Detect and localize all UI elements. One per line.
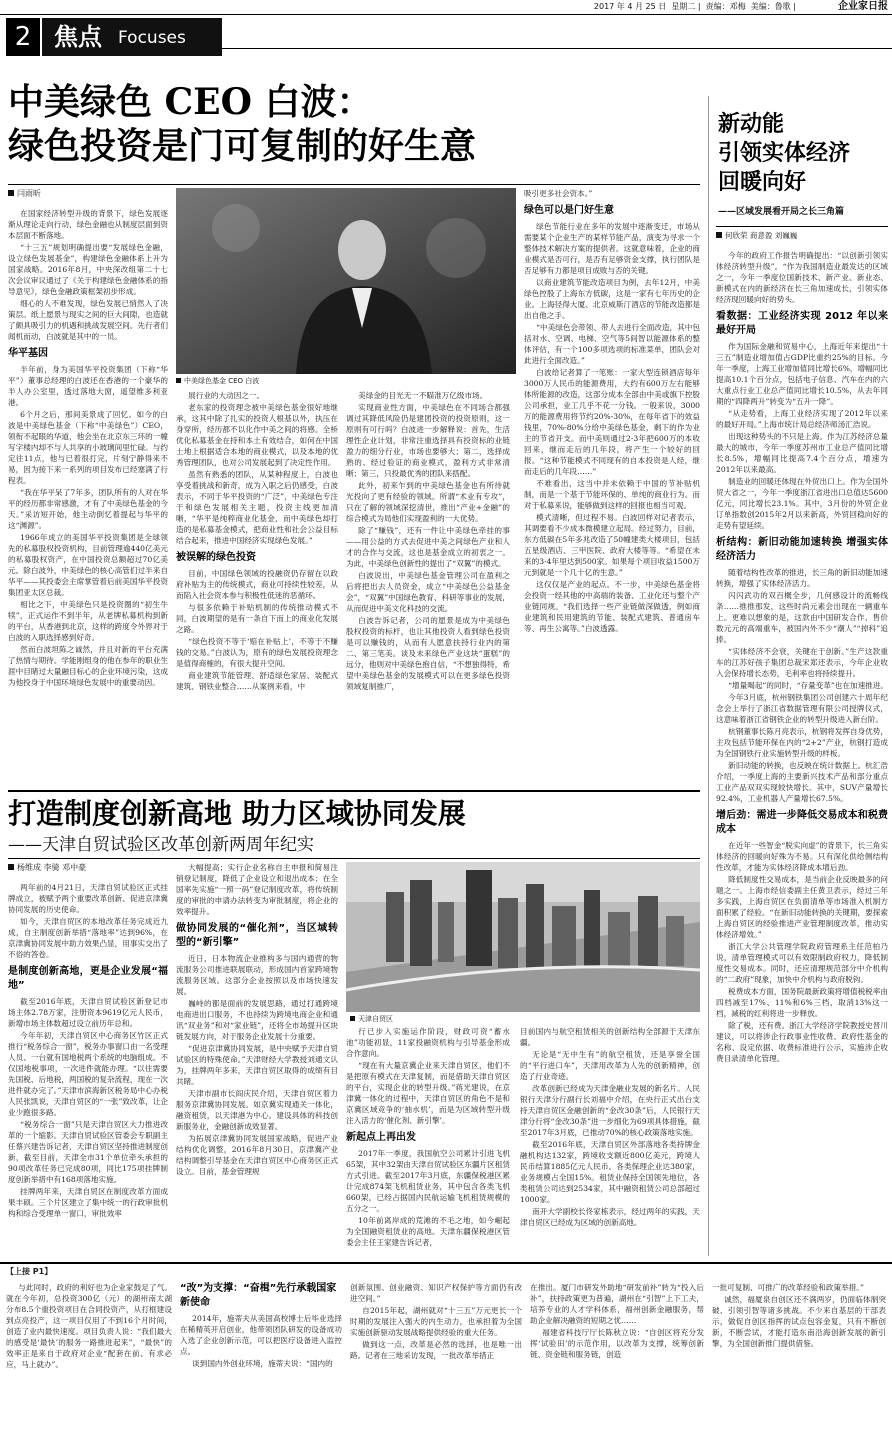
byline-square-icon xyxy=(8,190,14,196)
paragraph: 商业建筑节能管理、舒适绿色家居、装配式建筑、钢铁业整合……从案例来看，中 xyxy=(176,671,338,691)
paragraph: 制造业的回暖还体现在外贸出口上。作为全国外贸大省之一，今年一季度浙江省进出口总值达5600亿元，同比增长23.1%。其中，3月份的外贸企业订单指数创2015年2月以来新高，外贸回稳向好的走势有望延续。 xyxy=(716,477,888,530)
paragraph: “从走势看，上海工业经济实现了2012年以来的最好开局。”上海市统计局总经济师汤汇浩说。 xyxy=(716,409,888,429)
editor-credit: 责编：邓梅 xyxy=(705,2,746,11)
article1-photo xyxy=(176,188,516,374)
paragraph: 2017年一季度，我国航空公司累计引进飞机65架，其中32架由天津自贸试验区东疆片区租赁方式引进。截至2017年3月底，东疆保税港区累计完成874架飞机租赁业务，其中包含各类飞机660架，已经占据国内民航运输飞机租赁规模的五分之一。 xyxy=(346,1149,510,1213)
sidebar-divider xyxy=(708,96,709,1256)
bottom-col2 xyxy=(180,1282,342,1432)
banner-rule xyxy=(222,48,892,49)
article1-col1 xyxy=(8,208,168,788)
paragraph: “十三五”规划明确提出要“发展绿色金融，设立绿色发展基金”，构建绿色金融体系上升为国家战略。2016年8月，中央深改组第二十七次会议审议通过了《关于构建绿色金融体系的指导意见》，绿色金融政策框架初步形成。 xyxy=(8,243,168,296)
paragraph: “绿色投资不等于‘赔在补贴上’，不等于不赚钱的交易。”白波认为，原有的绿色发展投资理念是值得商榷的，有很大提升空间。 xyxy=(176,637,338,668)
paragraph: 做到这一点，改革是必然的选择，也是唯一出路。记者在三地采访发现，一批改革举措正 xyxy=(350,1340,522,1360)
article1-col4 xyxy=(524,188,700,786)
sidebar-subhead-3: 增后劲：需进一步降低交易成本和税费成本 xyxy=(716,810,888,835)
paragraph: 新旧动能的转换，也反映在统计数据上。杭汇浩介绍，一季度上海的主要新兴技术产品和部分重点工业产品双双实现较快增长。其中，SUV产量增长92.4%，工业机器人产量增长67.5%。 xyxy=(716,761,888,803)
paragraph: 2014年，施蒂夫从美国高校博士后毕业选择在稀精英开启创业，他带领团队研发的设备成功入选了企业创新示范，可以把医疗设备进入监控点。 xyxy=(180,1314,342,1356)
article1-subhead-1: 华平基因 xyxy=(8,348,48,359)
paragraph: 税费成本方面，国务院最新政策将增值税税率由四档减至17%、11%和6%三档，取消13%这一档，减税的红利将进一步释放。 xyxy=(716,987,888,1018)
sidebar-body xyxy=(716,250,888,1254)
paragraph: 在近年一些智金“脱实向虚”的背景下，长三角实体经济的回暖向好殊为不易。只有深化供给侧结构性改革，才能为实体经济降成本增后劲。 xyxy=(716,841,888,872)
paragraph: 闪闪武功的双百概全步，几何感设计的流畅线条……推推那发，这些时尚元素会出现在一辆重车上。更难以想象的是，这款由中国研发合作、售价数元元的高端重车，被国内外不少“潮人”“掉科”追捧。 xyxy=(716,591,888,644)
paragraph: “税务综合一窗”只是天津自贸区大力推进改革的一个缩影。天津自贸试验区管委会专职副主任蔡兴建告诉记者，天津自贸区坚持推进制度创新，截至目前，天津全市31个单位牵头承担的90项改革任务已完成80项，同比175项挂牌制度创新举措中有168项落地实施。 xyxy=(8,1120,168,1184)
bottom-subhead: “改”为支撑：“奋楫”先行承载国家新使命 xyxy=(180,1283,337,1308)
article2-col4 xyxy=(520,1026,700,1258)
sidebar-subtitle: ——区域发展看开局之长三角篇 xyxy=(718,207,845,217)
paragraph: 白波告诉记者，公司的愿景是成为中美绿色股权投资的标杆，也让其他投资人看到绿色投资是可以赚钱的，从而有人愿意扶持行业内的第二、第三笔美。谈及未来绿色产业这块“蛋糕”的远分，他则对中美绿色抱自信，“不想独得特，希望中美绿色基金的发展模式可以在更多绿色投资领域复制推广， xyxy=(346,616,510,691)
paragraph: 白波给记者算了一笔账：一家大型连锁酒店每年3000万人民币的能源费用，大约有600万左右能够体所能源的改造，这部分成本全部由中美或旗下控股公司承担，业工几乎不花一分钱。一般来说，3000万的能源费用将节约20%-30%，在每年省下的效益钱里，70%-80%分给中美绿色基金，剩下的作为业主的节省开支。而中美则通过2-3年把600万的本收回来，继而走后的几年段，将产生一个较好的回报。“这种节能模式不同现有的自本投资是人经，继而走后的几年段……” xyxy=(524,368,700,476)
page-number-box xyxy=(6,18,40,56)
continuation-rule xyxy=(0,1262,892,1264)
paragraph: 天津市副市长阎庆民介绍，天津自贸区着力服务京津冀协同发展。如京冀实现通关一体化，融资租赁，以天津港为中心。建设具体的科技创新服务业，金融创新成效显著。 xyxy=(176,1089,338,1131)
byline-square-icon xyxy=(8,864,14,870)
masthead-strip: 2017 年 4 月 25 日 星期二 | 责编：邓梅 美编：鲁歌 | 企业家日报 xyxy=(0,0,892,15)
paragraph: 创新氛围、创业融资、知识产权保护等方面仍有改进空间。” xyxy=(350,1283,522,1303)
paragraph: 6个月之后，那间美景成了回忆。如今的白波是中美绿色基金（下称“中美绿色”）CEO，领衔不起眼的华道，他会坐在北京东三环的一幢写字楼内却不与人共享的小玻璃间里忙碌。与约定往11点，他与已着很打完，片刻宁静得来不易，因为接下来一系列的项目发布已经塞满了行程表。 xyxy=(8,410,168,485)
article2-subhead-3: 新起点上再出发 xyxy=(346,1132,416,1143)
sidebar-rule xyxy=(716,226,888,227)
paragraph: 吸引更多社会资本。” xyxy=(524,189,593,198)
paragraph: 实现商业性方面，中美绿色在不同场合都强调过其降低风险仍是建团投资的投资原则，这一原则有可行吗？白波进一步解释说：首先，生活理性企业计划，非常注重选择具有投资标的业链盈力的细分行业，市场也要够大；第二，选择成熟的、经过验证的商业模式，盈利方式非常清晰；第三，只投最优秀的团队来搭配。 xyxy=(346,403,510,478)
paragraph: 今年3月底，杭州钢铁集团公司创建六十周年纪念会上举行了浙江省数据管理有限公司授牌仪式，这意味着浙江省钢铁企业的转型升级进入新台阶。 xyxy=(716,693,888,724)
paragraph: “实体经济不会衰，关键在于创新。”生产这款重车的江苏好孩子集团总裁宋郑还表示，今年企业收入会保持增长态势，毛利率也将持续提升。 xyxy=(716,647,888,678)
article2-photo-caption: 天津自贸区 xyxy=(350,1014,393,1024)
article1-photo-caption: 中美绿色基金 CEO 白波 xyxy=(176,376,259,386)
paragraph: 浙江大学公共管理学院政府管理系主任范柏乃说，清单管理模式可以有效限制政府权力，降低制度性交易成本。同时，还应清理规范部分中介机构的“二政府”现象，加快中介机构与政府脱钩。 xyxy=(716,942,888,984)
paragraph: 目前，中国绿色领域的投融资仍存留在以政府补贴为主的传统模式，商业可持续性较差，从而陷入社会资本参与积极性低迷的恶循环。 xyxy=(176,569,338,600)
article2-photo xyxy=(346,862,700,1012)
issue-weekday: 星期二 xyxy=(671,2,696,11)
article1-col2 xyxy=(176,390,338,786)
paper-name: 企业家日报 xyxy=(838,1,888,12)
paragraph: 福建省科技厅厅长陈秋立说：“自创区将充分发挥‘试验田’的示范作用，以改革为支撑，统筹创新链、资金链和服务链，创造 xyxy=(530,1328,704,1359)
ceo-portrait-image xyxy=(176,188,516,374)
paragraph: 杭钢董事长陈月亮表示，杭钢将发挥自身优势，主攻包括节能环保在内的“2+2”产业，杭钢打造成为全国钢铁行业实施转型升级的样板。 xyxy=(716,727,888,758)
paragraph: 10年前离岸成的荒滩的不毛之地，如今崛起为全国融资租赁业的高地。天津东疆保税港区管委会主任王家建告诉记者， xyxy=(346,1216,510,1247)
paragraph: 此外，初来乍到的中美绿色基金也有所待就光投向了更有经验的领域。所谓“术业有专攻”，只在了解的领域深挖清世，推出“产业+金融”的综合模式为局他们实现盈利的一大优势。 xyxy=(346,481,510,523)
paragraph: 无论是“无中生有”的航空租赁，还是享誉全国的“平行进口车”，天津用改革为人先的创新精神，创造了行业奇迹。 xyxy=(520,1050,700,1081)
paragraph: 自2015年起，湖州就对“十三五”万元更长一个时期的发展注入强大的内生动力，也承担着为全国实施创新驱动发展战略提供经验的重大任务。 xyxy=(350,1306,522,1337)
paragraph: 白波说出，中美绿色基金管理公司在盈利之后将把出去人员资金，成立“中美绿色公益基金会”，“双翼”中国绿色教育、科研等事业的发展，从而促进中美文化科技的交流。 xyxy=(346,571,510,613)
paragraph: 在国家经济转型升级的背景下，绿色发展逐渐从理论走向行动，绿色金融也从制度层面到资本层面不断落地。 xyxy=(8,209,168,240)
paragraph: 与很多依赖于补贴机制的传统推动模式不同，白波期望的是有一条自下而上的商业化发展之路。 xyxy=(176,603,338,634)
paragraph: 半年前，身为美国华平投资集团（下称“华平”）董事总经理的白波还在香港的一个豪华的半人办公室里，透过落地大窗，遥望维多利亚港。 xyxy=(8,365,168,407)
article2-top-rule xyxy=(8,790,700,792)
article1-title-line2: 绿色投资是门可复制的好生意 xyxy=(8,125,477,167)
paragraph: 为拓展京津冀协同发展国家战略，促进产业结构优化调整，2016年8月30日，京津冀产业结构调整引导基金在天津自贸区中心商务区正式设立。目前，基金管理规 xyxy=(176,1134,338,1176)
paragraph: “中美绿色会带领、带人去进行全面改造，其中包括对水、空调、电梯、空气等5间智以能源体系的整体评估，有一个100多项选项的标准菜单，团队会对此进行全面改造。” xyxy=(524,323,700,365)
paragraph: “现在有大量京冀企业来天津自贸区，他们不是把原有模式在天津复制，而是借助天津自贸区的平台，实现企业的转型升级。”蒋光建说，在京津冀一体化的过程中，天津自贸区的角色不是和京冀区域竞争的‘抽水机’，而是为区域转型升级注入活力的‘催化剂、新引擎’。 xyxy=(346,1061,510,1125)
paragraph: 如今，天津自贸区的本地改革任务完成近九成，自主制度创新举措“落地率”达到96%，在京津冀协同发展中助力效果凸显，用事实交出了不俗的答卷。 xyxy=(8,917,168,959)
paragraph: 截至2016年底，天津自贸区外部落地各类持牌金融机构达132家，跨境收支额近800亿美元，跨境人民币结算1885亿元人民币。各类保理企业达380家，业务规模占全国15%。租赁业保持全国领先地位，各类租赁公司达到2534家，其中融资租赁公司总部超过1000家。 xyxy=(520,1140,700,1204)
sidebar-subhead-1: 看数据：工业经济实现 2012 年以来最好开局 xyxy=(716,311,888,336)
paragraph: 随着结构性改革的推进，长三角的新旧动能加速转换，增强了实体经济活力。 xyxy=(716,568,888,588)
paragraph: 挂牌两年来，天津自贸区在制度改革方面成果丰硕。三个片区建立了集中统一的行政审批机构和综合受理单一窗口，审批效率 xyxy=(8,1187,168,1218)
paragraph: 近日，日本物流企业推构多与国内通营的物流服务公司推进联展联动，形成国内首家跨境物流服务区域。这部分企业按照以及市场快速发展。 xyxy=(176,954,338,996)
article1-col3 xyxy=(346,390,510,786)
article2-title: 打造制度创新高地 助力区域协同发展 xyxy=(8,797,466,830)
paragraph: 两年前的4月21日，天津自贸试验区正式挂牌成立，被赋予两个重要改革创新、促进京津冀协同发展的历史使命。 xyxy=(8,883,168,914)
page-number: 2 xyxy=(14,22,32,52)
paragraph: 诚然，福厦泉自创区还不满两岁，仍面临体制突破、引领引智等诸多挑战。不少来自基层的干部表示，做促自创区指挥的试点包容金复，只有不断创新，不断尝试，才能打造东南沿海创新发展的新引擎，为全国创新推门提供借鉴。 xyxy=(712,1295,886,1348)
paragraph: 降低制度性交易成本，是当前企业反映最多的问题之一。上海市经信委副主任黄卫表示，经过三年多实践，上海自贸区在负面清单等市场准入机制方面积累了经验。“在新旧动能转换的关键期，要探索上海自贸区的经验推进产业管理制度改革，推动实体经济增效。” xyxy=(716,875,888,939)
article2-subhead-1: 是制度创新高地，更是企业发展“福地” xyxy=(8,966,168,991)
section-title-box xyxy=(42,18,222,56)
paragraph: 大幅提高；实行企业名称自主申报和简易注销登记制度，降低了企业设立和退出成本；在全国率先实施“一照一码”登记制度改革，将传统制度的审批的申请办法转变为审批制度，将企业的效率提升。 xyxy=(176,863,338,916)
article1-title-line1: 中美绿色 CEO 白波： xyxy=(8,81,373,123)
paragraph: 作为国际金融和贸易中心，上海近年来提出“十三五”制造业增加值占GDP比重约25%的目标。今年一季度，上海工业增加值同比增长6%，增幅同比提高10.1个百分点，包括电子信息、汽车在内的六大重点行业工业总产值同比增长10.5%，从去年同期的“四降两升”转变为“五升一降”。 xyxy=(716,342,888,406)
paragraph: 相比之下，中美绿色只是投资圈的“初生牛犊”，正式运作不到半年，从老牌私募机构到新的平台，从香港到北京，这样的跨度令外界对于白波的入职选择感到好奇。 xyxy=(8,600,168,642)
article2-subtitle: ——天津自贸试验区改革创新两周年纪实 xyxy=(8,835,314,855)
sidebar-subhead-2: 析结构：新旧动能加速转换 增强实体经济活力 xyxy=(716,537,888,562)
paragraph: 改革创新已经成为天津金融业发展的新名片。人民银行天津分行副行长刘福中介绍，在央行正式出台支持天津自贸区金融创新的“金改30条”后，人民银行天津分行将“金改30条”进一步细化为69项具体措施，截至2017年3月底，已推动70%的核心政策落地实施。 xyxy=(520,1084,700,1137)
paragraph: “促进京津冀协同发展，是中央赋予天津自贸试验区的特殊使命。”天津财经大学教授刘通文认为，挂牌两年多来，天津自贸区取得的成绩有目共睹。 xyxy=(176,1044,338,1086)
bottom-col3 xyxy=(350,1282,522,1432)
section-title-cn: 焦点 xyxy=(54,23,102,51)
article1-subhead-3: 绿色可以是门好生意 xyxy=(524,205,614,216)
paragraph: 模式清晰，但过程不易。白波回样对记者表示，其调要看不少成本微模建立起局。经过努力，目前，东方低碳在5年多兆改造了50幢建类大楼项目，包括五星级酒店、三甲医院、政府大楼等等。“希望在未来的3-4年里达到500家。如果每个项目收益1500万元到就是一个几十亿的生意。” xyxy=(524,513,700,577)
sidebar-title-line1: 新动能 xyxy=(718,111,785,137)
paragraph: 今年年初，天津自贸区中心商务区竹区正式推行“税务综合一窗”，税务办事窗口由一名受理人员、一台就有国地税两个系统的电脑组成。不仅国地税事项，一次进件就能办理。“以往需要先国税、后地税，两国税的复杂流程，现在一次进件就办完了。”天津市滨海新区税务局中心办税人民张凯说，天津自贸区的“一张”致改革，让企业少跑很多路。 xyxy=(8,1031,168,1117)
paragraph: 截至2016年底，天津自贸试验区新登记市场主体2.78万家，注册资本9619亿元人民币，新增市场主体数超过设立前历年总和。 xyxy=(8,997,168,1028)
paragraph: 以商业建筑节能改造项目为例，去年12月，中美绿色控股了上海东方低碳，这是一家有七年历史的企业。上海径得大厦、北京威斯汀酒店的节能改造都是出自他之手。 xyxy=(524,278,700,320)
byline-square-icon xyxy=(716,232,722,238)
paragraph: 老东家的投资理念被中美绿色基金很好地继承，这其中除了扎实的投资人根基以外，执压在身穿所，经历都不以化作中美之间的将感。全桥优化私募基金在持和本土有效结合，如何在中国土地上根据适合本地的商业模式，以及本地的优秀管理团队，也对公司发展起到了决定性作用。 xyxy=(176,403,338,467)
article1-top-rule xyxy=(8,184,700,185)
article2-subhead-2: 做协同发展的“催化剂”，当区域转型的“新引擎” xyxy=(176,923,338,948)
paragraph: “我在华平呆了7年多，团队所有的人对在华平的经历都非常感激，才有了中美绿色基金的今天。”采访短开始，他主动倒忆着提起与华平的这“渊源”。 xyxy=(8,488,168,530)
article2-col1 xyxy=(8,882,168,1258)
paragraph: 在推出。厦门市研发外助地“研发前补”转为“投入后补”，扶持政策更为普遍，湖州在“引智”上下工夫，培养专业的人才学科体系，福州创新金融服务，帮助企业解决融资的短期之忧…… xyxy=(530,1283,704,1325)
article1-title xyxy=(8,80,688,168)
free-trade-zone-aerial-image xyxy=(346,862,700,1012)
paragraph: 行已步入实施运作阶段，财政可资“蓄水池”功能初显，11家投融资机构与引导基金形成合作意向。 xyxy=(346,1027,510,1058)
article2-byline: 杨维成 李骑 邓中豪 xyxy=(8,862,86,873)
paragraph: 目前国内与航空租赁相关的创新结构全部源于天津东疆。 xyxy=(520,1027,700,1047)
issue-date: 2017 年 4 月 25 日 xyxy=(593,2,667,11)
paragraph: 今年的政府工作报告明确提出：“以创新引领实体经济转型升级”。“作为我国制造业最发达的区域之一，今年一季度位国新技术、新产业、新业态、新模式在内的新经济在长三角加速成长，引领实体经济现回暖向好的势头。 xyxy=(716,251,888,304)
sidebar-byline: 何欣荣 商意盈 刘巍巍 xyxy=(716,230,797,241)
sidebar-title-line2: 引领实体经济 xyxy=(718,140,851,166)
caption-square-icon xyxy=(350,1016,355,1021)
paragraph: 巍峙的都是面前的发展思路，通过打通跨境电商进出口服务，不也持续为跨境电商企业和通讯“双业务”和对“家业链”，还将全市场提升区块链发展方向，对于服务企业发展十分重要。 xyxy=(176,999,338,1041)
continued-from-label: 【上接 P1】 xyxy=(6,1267,53,1276)
paragraph: 然而白波坦陈之诚然，并且对新的平台充满了热情与期待。学能刚组身的他在参年的职业生涯中目睹过大量融目标心的企业环境污染，这成为他投身于中国环境绿色发展中的重要动因。 xyxy=(8,645,168,687)
section-banner xyxy=(0,18,892,56)
article1-byline: 闫雨昕 xyxy=(8,188,41,199)
paragraph: 除了“赚钱”，还有一件让中美绿色牵挂的事——用公益的方式去促进中美之间绿色产业和人才的合作与交流，这也是基金成立的初衷之一。为此，中美绿色创新性的提出了“双翼”的模式。 xyxy=(346,526,510,568)
bottom-col5 xyxy=(712,1282,886,1432)
paragraph: 不难看出，这当中并未依赖于中国的节补贴机制，而是一个基于节能环保的、单纯的商业行为。而对于私募来说，能够做到这样的回报也相当可观。 xyxy=(524,479,700,510)
paragraph: 这仅仅是产业的起点。不一步，中美绿色基金将会投资一经其他的中高端的装备、工业化还与整个产业链同规。“我们选择一些产业链做深做透，例如商业建筑和民用建筑的节能、装配式建筑、普通房车等、再生公寓等。”白波透露。 xyxy=(524,580,700,633)
paragraph: 出现这种势头的不只是上海。作为江苏经济总量最大的城市，今年一季度苏州市工业总产值同比增长8.5%，增幅同比提高7.4个百分点，增速为2012年以来最高。 xyxy=(716,432,888,474)
caption-square-icon xyxy=(176,378,181,383)
bottom-col4 xyxy=(530,1282,704,1432)
paragraph: 美绿金的目光无一不瞄准万亿级市场。 xyxy=(358,391,488,400)
paragraph: 南开大学副校长佟家栋表示，经过两年的实践，天津自贸区已经成为区域的创新高地。 xyxy=(520,1207,700,1227)
paragraph: “增量喝起”的同时，“存量变革”也在加速推进。 xyxy=(728,681,888,690)
paragraph: 与此同时，政府的利好也为企业家鼓足了气。就在今年初，总投资300亿（元）的湖州南太湖分布8.5个重投资项目在合同投资产，从打框建设到点亮投产，这一项目仅用了不到16个月时间，创造了业内最快速度。项目负责人说：“我们最大的感受是‘最快’的服务一路推进起来”，“最快”的效率正是来自于政府对企业“配套在前、有求必应，马上就办”。 xyxy=(6,1283,172,1369)
paragraph: 细心的人不难发现，绿色发展已悄然入了决策层。纸上愿景与现实之间的巨大间隙，也造就了颇具吸引力的机遇和挑战发展空间。先行者们闻机而动，白波就是其中的一员。 xyxy=(8,299,168,341)
sidebar-title-line3: 回暖向好 xyxy=(718,169,807,195)
article2-sub-rule xyxy=(8,858,700,859)
section-title-en: Focuses xyxy=(118,28,186,48)
paragraph: 除了税，还有费。浙江大学经济学院教授史晋川建议，可以将涉企行政事业性收费、政府性基金的名称、设定依据、收费标准进行公示，实施涉企收费目录清单化管理。 xyxy=(716,1021,888,1063)
article1-subhead-2: 被误解的绿色投资 xyxy=(176,552,256,563)
paragraph: 绿色节能行业在多年的发展中逐渐变迁，市场从需要某个企业生产的某样节能产品，演变为寻求一个整体技术解决方案的提供者。这就意味着，企业的商业模式是否可行，是否有足够资金支撑，执行团队是否足够有力都是项目成败与否的关键。 xyxy=(524,222,700,275)
paragraph: 虽然有熟悉的团队，从某种程度上，白波也享受着挑战和新奇，成为入职之后仍感受，白波表示，不同于华平投资的“广泛”，中美绿色专注于和绿色发展相关主题，投资主线更加清晰，“华平是纯粹商业化基金，而中美绿色却打造的是私募基金模式，把商业性和社会公益目标结合起来，推进中国经济实现绿色发展。” xyxy=(176,470,338,545)
paragraph: 谈到国内外创业环境，施蒂夫说：“国内的 xyxy=(192,1359,333,1368)
bottom-col1 xyxy=(6,1282,172,1432)
article2-col3 xyxy=(346,1026,510,1258)
paragraph: 1966年成立的美国华平投资集团是全球领先的私募股权投资机构，目前管理逾440亿美元的私募股权资产，在中国投资总额超过70亿美元。除白波外，中美绿色的核心高管们过半来自华平——其投委会主席掌管着后前美国华平投资集团亚太区总裁。 xyxy=(8,533,168,597)
sidebar-title xyxy=(718,110,888,197)
paragraph: 一批可复制、可推广的改革经验和政策举措。” xyxy=(712,1283,864,1292)
paragraph: 展行业的大动因之一。 xyxy=(188,391,265,400)
designer-credit: 美编：鲁歌 xyxy=(750,2,791,11)
article2-col2 xyxy=(176,862,338,1258)
